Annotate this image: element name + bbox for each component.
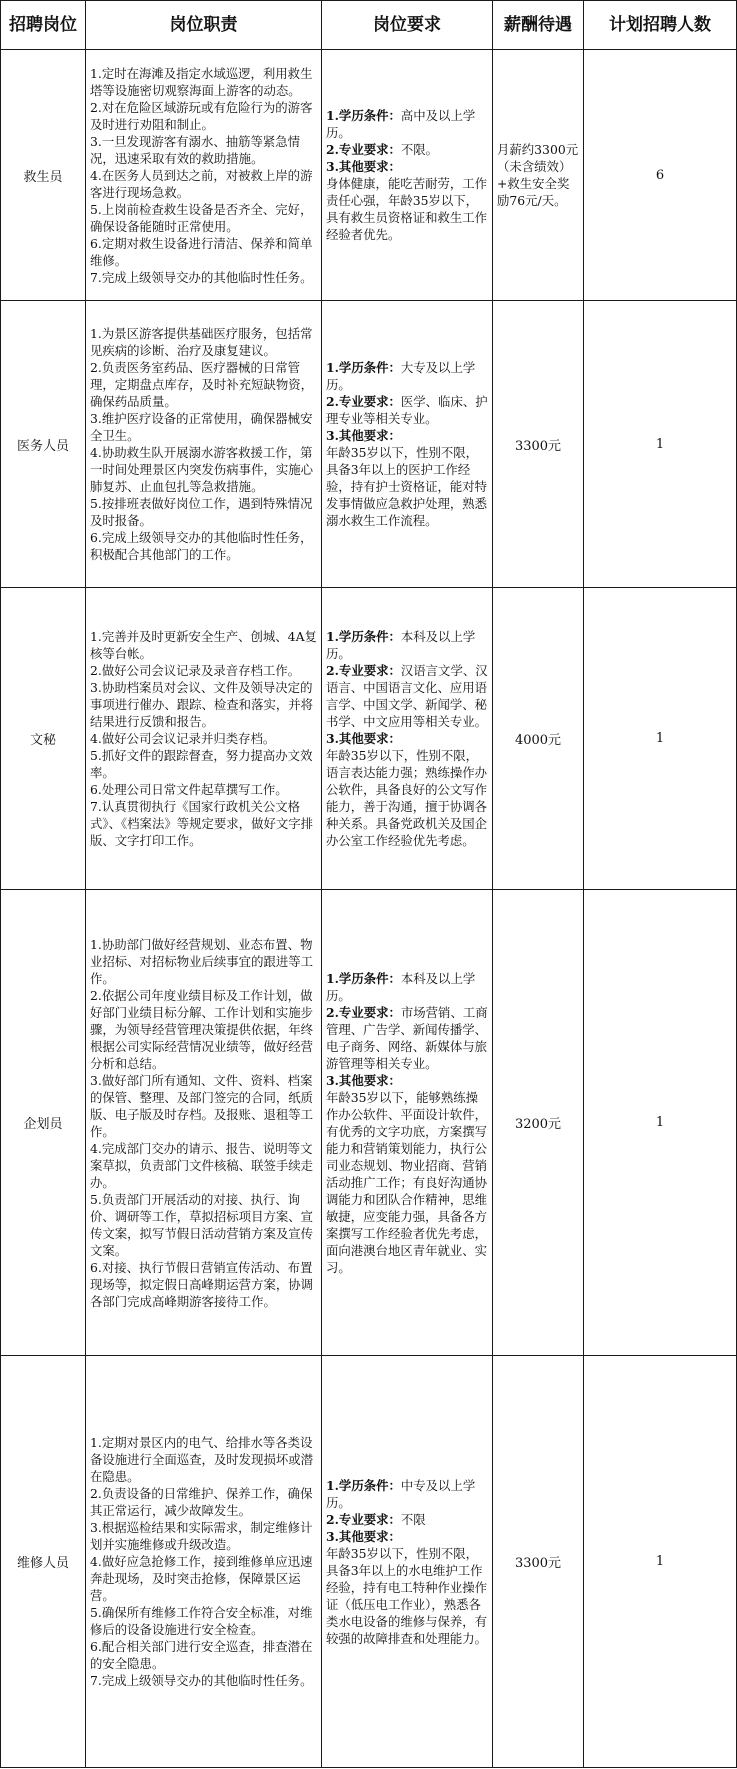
position-cell: 文秘 (1, 588, 86, 890)
other-requirement-label (326, 158, 489, 175)
duty-item: 3.维护医疗设备的正常使用，确保器械安全卫生。 (90, 411, 313, 443)
duty-item: 1.定时在海滩及指定水域巡逻，利用救生塔等设施密切观察海面上游客的动态。 (90, 65, 313, 98)
count-cell: 1 (584, 890, 737, 1356)
education-value: 高中及以上学历。 (326, 108, 476, 140)
other-requirement-label (326, 730, 489, 747)
major-label: 2.专业要求： (326, 663, 401, 678)
duty-item: 4.在医务人员到达之前，对被救上岸的游客进行现场急救。 (90, 167, 313, 200)
education-value: 本科及以上学历。 (326, 970, 476, 1003)
count-cell: 1 (584, 1356, 737, 1768)
table-row (1, 890, 737, 1356)
duty-item: 6.配合相关部门进行安全巡查，排查潜在的安全隐患。 (90, 1639, 313, 1671)
other-requirement-value: 年龄35岁以下，性别不限，具备3年以上的水电维护工作经验，持有电工特种作业操作证（低压电工作业），熟悉各类水电设备的维修与保养，有较强的故障排查和处理能力。 (326, 1545, 488, 1646)
duty-item: 7.完成上级领导交办的其他临时性任务。 (90, 1673, 313, 1688)
duty-item: 5.负责部门开展活动的对接、执行、询价、调研等工作，草拟招标项目方案、宣传文案，拟写节假日活动营销方案及宣传文案。 (90, 1191, 314, 1258)
other-label: 3.其他要求： (326, 159, 401, 174)
duty-item: 4.完成部门交办的请示、报告、说明等文案草拟，负责部门文件核稿、联签手续走办。 (90, 1140, 314, 1190)
duties-cell (86, 50, 322, 301)
requirements-cell (322, 50, 493, 301)
duty-item: 1.协助部门做好经营规划、业态布置、物业招标、对招标物业后续事宜的跟进等工作。 (90, 936, 314, 986)
duties-cell (86, 1356, 322, 1768)
requirements-cell (322, 301, 493, 588)
duty-item: 5.上岗前检查救生设备是否齐全、完好，确保设备能随时正常使用。 (90, 201, 313, 234)
duty-item: 4.做好应急抢修工作，接到维修单应迅速奔赴现场，及时突击抢修，保障景区运营。 (90, 1554, 313, 1603)
duty-item: 6.定期对救生设备进行清洁、保养和简单维修。 (90, 235, 313, 268)
duty-item: 7.认真贯彻执行《国家行政机关公文格式》、《档案法》等规定要求，做好文字排版、文字打印工作。 (90, 799, 314, 848)
position-cell: 医务人员 (1, 301, 86, 588)
requirements-cell (322, 890, 493, 1356)
duty-item: 4.协助救生队开展溺水游客救援工作，第一时间处理景区内突发伤病事件，实施心肺复苏、止血包扎等急救措施。 (90, 445, 314, 494)
duties-cell (86, 890, 322, 1356)
duty-item: 6.处理公司日常文件起草撰写工作。 (90, 782, 288, 797)
position-cell: 企划员 (1, 890, 86, 1356)
duty-item: 6.完成上级领导交办的其他临时性任务，积极配合其他部门的工作。 (90, 530, 313, 562)
education-value: 大专及以上学历。 (326, 360, 476, 392)
major-requirement (326, 393, 489, 427)
count-cell: 1 (584, 588, 737, 890)
major-label: 2.专业要求： (326, 394, 401, 409)
other-label: 3.其他要求： (326, 1072, 401, 1088)
major-requirement (326, 662, 489, 730)
major-value: 不限。 (400, 142, 439, 157)
other-requirement-label (326, 1072, 489, 1089)
major-value: 市场营销、工商管理、广告学、新闻传播学、电子商务、网络、新媒体与旅游管理等相关专业。 (326, 1004, 488, 1071)
duty-item: 3.一旦发现游客有溺水、抽筋等紧急情况，迅速采取有效的救助措施。 (90, 133, 301, 166)
duties-cell (86, 301, 322, 588)
education-label: 1.学历条件： (326, 108, 401, 123)
header-requirements: 岗位要求 (322, 1, 493, 50)
other-requirement-label (326, 427, 489, 444)
major-value: 汉语言文学、汉语言、中国语言文化、应用语言学、中国文学、新闻学、秘书学、中文应用等相关专业。 (326, 663, 488, 729)
header-count: 计划招聘人数 (584, 1, 737, 50)
other-requirement-value: 年龄35岁以下，性别不限，语言表达能力强；熟练操作办公软件，具备良好的公文写作能力，善于沟通，擅于协调各种关系。具备党政机关及国企办公室工作经验优先考虑。 (326, 748, 488, 848)
major-requirement (326, 1511, 489, 1528)
salary-cell: 3300元 (493, 301, 584, 588)
duty-item: 3.根据巡检结果和实际需求，制定维修计划并实施维修或升级改造。 (90, 1520, 313, 1552)
duties-cell (86, 588, 322, 890)
major-requirement (326, 1004, 489, 1072)
salary-cell: 3200元 (493, 890, 584, 1356)
education-requirement (326, 107, 489, 141)
header-salary: 薪酬待遇 (493, 1, 584, 50)
table-row (1, 50, 737, 301)
duty-item: 2.对在危险区域游玩或有危险行为的游客及时进行劝阻和制止。 (90, 99, 313, 132)
header-row (1, 1, 737, 50)
duty-item: 5.抓好文件的跟踪督查，努力提高办文效率。 (90, 748, 313, 780)
duty-item: 4.做好公司会议记录并归类存档。 (90, 731, 276, 746)
position-cell: 救生员 (1, 50, 86, 301)
education-label: 1.学历条件： (326, 970, 401, 986)
other-requirement-label (326, 1528, 489, 1545)
table-row (1, 588, 737, 890)
major-requirement (326, 141, 489, 158)
duty-item: 7.完成上级领导交办的其他临时性任务。 (90, 269, 313, 285)
count-cell: 1 (584, 301, 737, 588)
education-requirement (326, 628, 489, 662)
duty-item: 2.负责医务室药品、医疗器械的日常管理，定期盘点库存，及时补充短缺物资，确保药品质量。 (90, 360, 314, 409)
table-row (1, 1356, 737, 1768)
requirements-cell (322, 588, 493, 890)
other-label: 3.其他要求： (326, 1528, 401, 1544)
duty-item: 1.为景区游客提供基础医疗服务，包括常见疾病的诊断、治疗及康复建议。 (90, 326, 313, 358)
header-position: 招聘岗位 (1, 1, 86, 50)
education-label: 1.学历条件： (326, 1477, 401, 1493)
table-row (1, 301, 737, 588)
education-label: 1.学历条件： (326, 360, 401, 375)
duty-item: 5.按排班表做好岗位工作，遇到特殊情况及时报备。 (90, 496, 313, 528)
count-cell: 6 (584, 50, 737, 301)
salary-cell: 月薪约3300元（未含绩效）+救生安全奖励76元/天。 (493, 50, 584, 301)
major-value: 医学、临床、护理专业等相关专业。 (326, 394, 488, 426)
duty-item: 1.完善并及时更新安全生产、创城、4A复核等台帐。 (90, 629, 317, 661)
duty-item: 1.定期对景区内的电气、给排水等各类设备设施进行全面巡查，及时发现损坏或潜在隐患。 (90, 1435, 314, 1484)
position-cell: 维修人员 (1, 1356, 86, 1768)
education-value: 本科及以上学历。 (326, 629, 476, 661)
duty-item: 6.对接、执行节假日营销宣传活动、布置现场等，拟定假日高峰期运营方案，协调各部门完成高峰期游客接待工作。 (90, 1259, 314, 1309)
education-label: 1.学历条件： (326, 629, 401, 644)
major-label: 2.专业要求： (326, 1511, 401, 1527)
duty-item: 2.负责设备的日常维护、保养工作，确保其正常运行，减少故障发生。 (90, 1486, 313, 1518)
major-label: 2.专业要求： (326, 142, 401, 157)
education-value: 中专及以上学历。 (326, 1477, 476, 1510)
other-requirement-value: 年龄35岁以下，性别不限，具备3年以上的医护工作经验，持有护士资格证，能对特发事情做应急救护处理，熟悉溺水救生工作流程。 (326, 445, 488, 528)
education-requirement (326, 359, 489, 393)
duty-item: 2.做好公司会议记录及录音存档工作。 (90, 663, 301, 678)
header-duties: 岗位职责 (86, 1, 322, 50)
requirements-cell (322, 1356, 493, 1768)
other-requirement-value: 身体健康，能吃苦耐劳，工作责任心强，年龄35岁以下，具有救生员资格证和救生工作经验者优先。 (326, 176, 488, 242)
duty-item: 3.协助档案员对会议、文件及领导决定的事项进行催办、跟踪、检查和落实，并将结果进行反馈和报告。 (90, 680, 314, 729)
education-requirement (326, 1477, 489, 1511)
major-value: 不限 (400, 1511, 426, 1527)
other-requirement-value: 年龄35岁以下，能够熟练操作办公软件、平面设计软件，有优秀的文字功底，方案撰写能力和营销策划能力，执行公司业态规划、物业招商、营销活动推广工作；有良好沟通协调能力和团队合作精神，思维敏捷，应变能力强，具备各方案撰写工作经验者优先考虑，面向港澳台地区青年就业、实习。 (326, 1089, 488, 1275)
major-label: 2.专业要求： (326, 1004, 401, 1020)
duty-item: 2.依据公司年度业绩目标及工作计划，做好部门业绩目标分解、工作计划和实施步骤，为领导经营管理决策提供依据，年终根据公司实际经营情况业绩等，做好经营分析和总结。 (90, 987, 314, 1071)
other-label: 3.其他要求： (326, 428, 401, 443)
other-label: 3.其他要求： (326, 731, 401, 746)
duty-item: 3.做好部门所有通知、文件、资料、档案的保管、整理、及部门签完的合同，纸质版、电子版及时存档。及报账、退租等工作。 (90, 1072, 314, 1139)
salary-cell: 4000元 (493, 588, 584, 890)
duty-item: 5.确保所有维修工作符合安全标准，对维修后的设备设施进行安全检查。 (90, 1605, 313, 1637)
education-requirement (326, 970, 489, 1004)
salary-cell: 3300元 (493, 1356, 584, 1768)
